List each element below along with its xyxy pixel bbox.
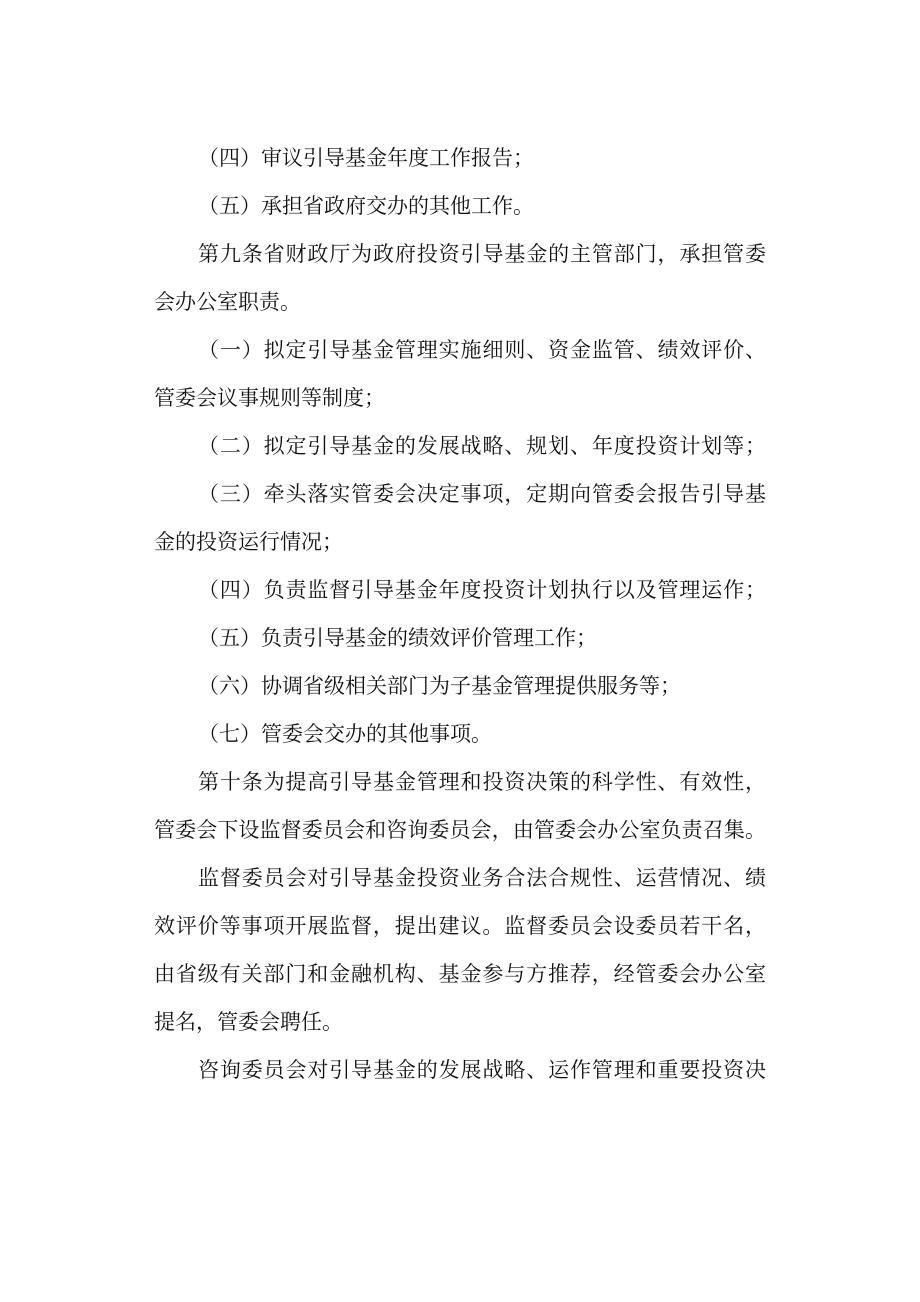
article-9-line-2: 会办公室职责。 (154, 290, 301, 314)
supervision-line-1: 监督委员会对引导基金投资业务合法合规性、运营情况、绩 (198, 866, 766, 890)
duty-3-line-1: （三）牵头落实管委会决定事项，定期向管委会报告引导基 (198, 482, 766, 506)
duty-1-line-1: （一）拟定引导基金管理实施细则、资金监管、绩效评价、 (198, 338, 766, 362)
item-line-4: （四）审议引导基金年度工作报告； (198, 146, 534, 170)
advisory-line-1: 咨询委员会对引导基金的发展战略、运作管理和重要投资决 (198, 1058, 766, 1082)
duty-1-line-2: 管委会议事规则等制度； (154, 386, 385, 410)
supervision-line-2: 效评价等事项开展监督，提出建议。监督委员会设委员若干名， (154, 914, 766, 938)
supervision-line-4: 提名，管委会聘任。 (154, 1010, 343, 1034)
duty-4-line: （四）负责监督引导基金年度投资计划执行以及管理运作； (198, 578, 766, 602)
supervision-line-3: 由省级有关部门和金融机构、基金参与方推荐，经管委会办公室 (154, 962, 766, 986)
duty-6-line: （六）协调省级相关部门为子基金管理提供服务等； (198, 674, 681, 698)
document-body (154, 134, 766, 1094)
duty-5-line: （五）负责引导基金的绩效评价管理工作； (198, 626, 597, 650)
article-10-line-2: 管委会下设监督委员会和咨询委员会，由管委会办公室负责召集。 (154, 818, 766, 842)
duty-7-line: （七）管委会交办的其他事项。 (198, 722, 492, 746)
article-10-line-1: 第十条为提高引导基金管理和投资决策的科学性、有效性， (198, 770, 766, 794)
duty-3-line-2: 金的投资运行情况； (154, 530, 343, 554)
item-line-5: （五）承担省政府交办的其他工作。 (198, 194, 534, 218)
duty-2-line: （二）拟定引导基金的发展战略、规划、年度投资计划等； (198, 434, 766, 458)
article-9-line-1: 第九条省财政厅为政府投资引导基金的主管部门，承担管委 (198, 242, 766, 266)
